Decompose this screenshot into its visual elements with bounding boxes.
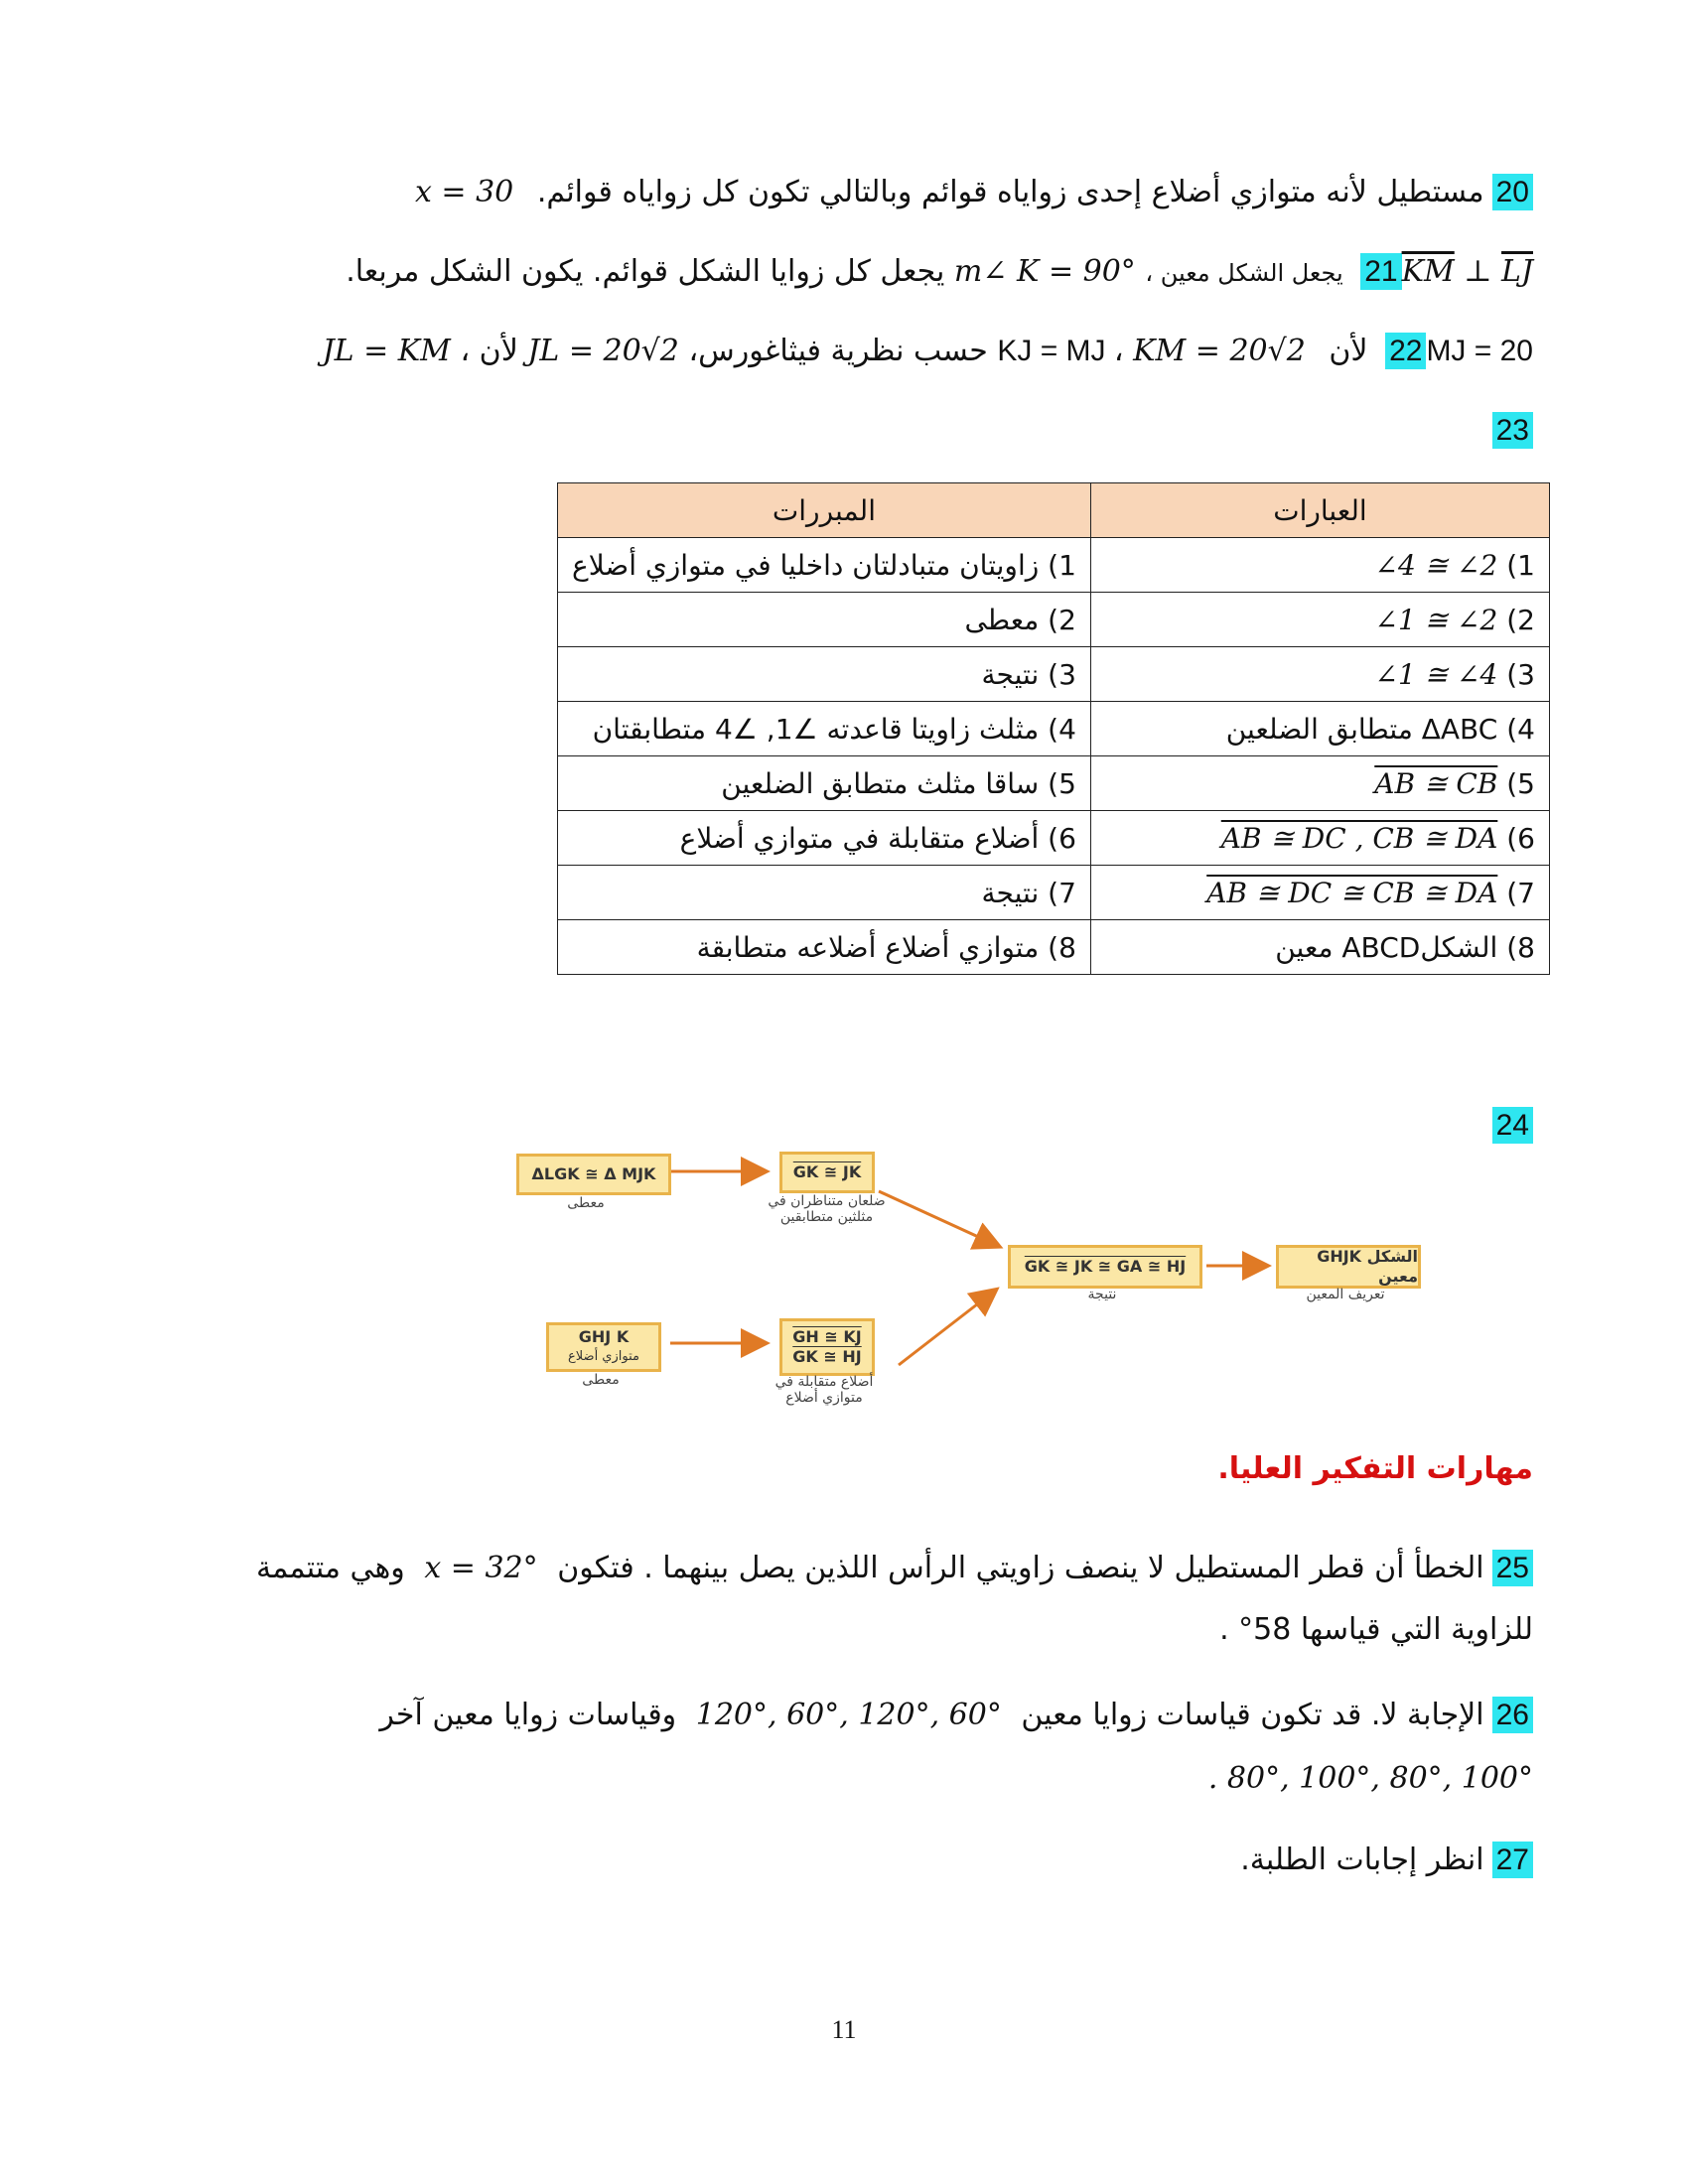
answer-text: مستطيل لأنه متوازي أضلاع إحدى زواياه قوائم وبالتالي تكون كل زواياه قوائم.	[536, 175, 1484, 209]
statement-cell: 1) ∠4 ≅ ∠2	[1090, 538, 1549, 593]
reason-cell: 2) معطى	[558, 593, 1091, 647]
answer-26	[379, 1692, 1533, 1739]
statement-text: ∠1 ≅ ∠4	[1374, 657, 1498, 691]
statement-text: AB ≅ CB	[1374, 766, 1498, 800]
flow-proof-diagram	[496, 1142, 1450, 1420]
reason-cell: 7) نتيجة	[558, 866, 1091, 920]
answer-text: وقياسات زوايا معين آخر	[379, 1698, 677, 1732]
answer-20	[415, 169, 1533, 216]
reason-cell: 4) مثلث زاويتا قاعدته ∠1, ∠4 متطابقتان	[558, 702, 1091, 756]
table-row	[558, 866, 1550, 920]
table-row	[558, 538, 1550, 593]
math-expression: x = 32°	[424, 1551, 538, 1585]
flow-caption: نتيجة	[1087, 1287, 1117, 1302]
statement-text: ∠1 ≅ ∠2	[1374, 603, 1498, 636]
flow-box-all-sides: GK ≅ JK ≅ GA ≅ HJ	[1008, 1245, 1202, 1289]
reason-cell: 3) نتيجة	[558, 647, 1091, 702]
answer-number: 25	[1492, 1550, 1533, 1586]
statement-text: AB ≅ DC , CB ≅ DA	[1220, 821, 1498, 855]
segment-lj: $\overline{LJ}$	[1501, 254, 1533, 289]
statement-text: ΔABC متطابق الضلعين	[1225, 712, 1498, 746]
math-expression: KM = 20√2	[1133, 334, 1306, 368]
table-row	[558, 920, 1550, 975]
reason-cell: 1) زاويتان متبادلتان داخليا في متوازي أضلاع	[558, 538, 1091, 593]
answer-text: KJ = MJ ،	[997, 335, 1124, 367]
header-statements: العبارات	[1090, 483, 1549, 538]
answer-26-cont	[1208, 1755, 1533, 1803]
statement-cell: 2) ∠1 ≅ ∠2	[1090, 593, 1549, 647]
flow-box-parallelogram: GHJ K متوازي أضلاع	[546, 1322, 661, 1372]
answer-text: يجعل كل زوايا الشكل قوائم. يكون الشكل مربعا.	[346, 254, 945, 289]
reason-cell: 5) ساقا مثلث متطابق الضلعين	[558, 756, 1091, 811]
answer-22	[323, 328, 1533, 375]
answer-text: انظر إجابات الطلبة.	[1240, 1843, 1484, 1877]
flow-caption: ضلعان متناظران في مثلثين متطابقين	[768, 1193, 886, 1225]
math-expression: 120°, 60°, 120°, 60°	[695, 1698, 1002, 1732]
arrow	[879, 1191, 998, 1246]
math-expression: x = 30	[414, 175, 514, 209]
answer-text: حسب نظرية فيثاغورس،	[688, 334, 988, 368]
answer-25	[256, 1545, 1533, 1592]
answer-text: الخطأ أن قطر المستطيل لا ينصف زاويتي الرأس اللذين يصل بينهما . فتكون	[557, 1551, 1484, 1585]
answer-number: 23	[1492, 412, 1533, 449]
arrow	[899, 1291, 995, 1365]
segment-km: $\overline{KM}$	[1401, 254, 1455, 289]
answer-number: 22	[1385, 333, 1426, 369]
statement-text: ∠4 ≅ ∠2	[1374, 548, 1498, 582]
flow-box-opposite-sides: GH ≅ KJ GK ≅ HJ	[779, 1318, 875, 1376]
perp-symbol: ⊥	[1464, 254, 1492, 289]
flow-caption: معطى	[582, 1372, 620, 1388]
answer-25-cont	[1219, 1606, 1533, 1654]
answer-text: لأن ،	[460, 334, 518, 368]
flow-box-rhombus: الشكل GHJK معين	[1276, 1245, 1421, 1289]
reason-cell: 8) متوازي أضلاع أضلاعه متطابقة	[558, 920, 1091, 975]
statement-cell: 4) ΔABC متطابق الضلعين	[1090, 702, 1549, 756]
table-row	[558, 702, 1550, 756]
answer-number: 24	[1492, 1107, 1533, 1144]
flow-caption: معطى	[567, 1195, 605, 1211]
answer-text: الإجابة لا. قد تكون قياسات زوايا معين	[1021, 1698, 1484, 1732]
table-row	[558, 811, 1550, 866]
answer-number: 27	[1492, 1842, 1533, 1878]
table-row	[558, 593, 1550, 647]
answer-text: MJ = 20	[1426, 335, 1533, 367]
math-expression: JL = 20√2	[527, 334, 679, 368]
answer-text: للزاوية التي قياسها 58° .	[1219, 1612, 1533, 1647]
flow-box-gk-jk: GK ≅ JK	[779, 1152, 875, 1193]
table-row	[558, 647, 1550, 702]
reason-cell: 6) أضلاع متقابلة في متوازي أضلاع	[558, 811, 1091, 866]
answer-number: 26	[1492, 1697, 1533, 1733]
answer-text: يجعل الشكل معين ،	[1145, 259, 1343, 287]
flow-box-given-triangles: ΔLGK ≅ Δ MJK	[516, 1154, 671, 1195]
math-expression: m∠ K = 90°	[953, 254, 1136, 289]
proof-table	[557, 482, 1550, 975]
answer-text: وهي متتممة	[256, 1551, 405, 1585]
statement-cell: 3) ∠1 ≅ ∠4	[1090, 647, 1549, 702]
math-expression: . 80°, 100°, 80°, 100°	[1207, 1761, 1533, 1796]
answer-27	[1240, 1837, 1533, 1884]
answer-23	[1484, 407, 1533, 455]
answer-number: 21	[1360, 253, 1401, 290]
header-reasons: المبررات	[558, 483, 1091, 538]
answer-24	[1484, 1102, 1533, 1150]
answer-text: لأن	[1329, 334, 1368, 368]
flow-caption: أضلاع متقابلة في متوازي أضلاع	[774, 1374, 874, 1406]
answer-21	[346, 248, 1533, 297]
page-number: 11	[831, 2015, 857, 2044]
table-row	[558, 756, 1550, 811]
math-expression: JL = KM	[322, 334, 451, 368]
statement-cell: 7) AB ≅ DC ≅ CB ≅ DA	[1090, 866, 1549, 920]
statement-cell: 8) الشكلABCD معين	[1090, 920, 1549, 975]
flow-caption: تعريف المعين	[1306, 1287, 1385, 1302]
statement-cell: 5) AB ≅ CB	[1090, 756, 1549, 811]
statement-cell: 6) AB ≅ DC , CB ≅ DA	[1090, 811, 1549, 866]
statement-text: الشكلABCD معين	[1275, 930, 1498, 964]
answer-number: 20	[1492, 174, 1533, 210]
statement-text: AB ≅ DC ≅ CB ≅ DA	[1206, 876, 1498, 909]
section-heading: مهارات التفكير العليا.	[1217, 1451, 1533, 1486]
